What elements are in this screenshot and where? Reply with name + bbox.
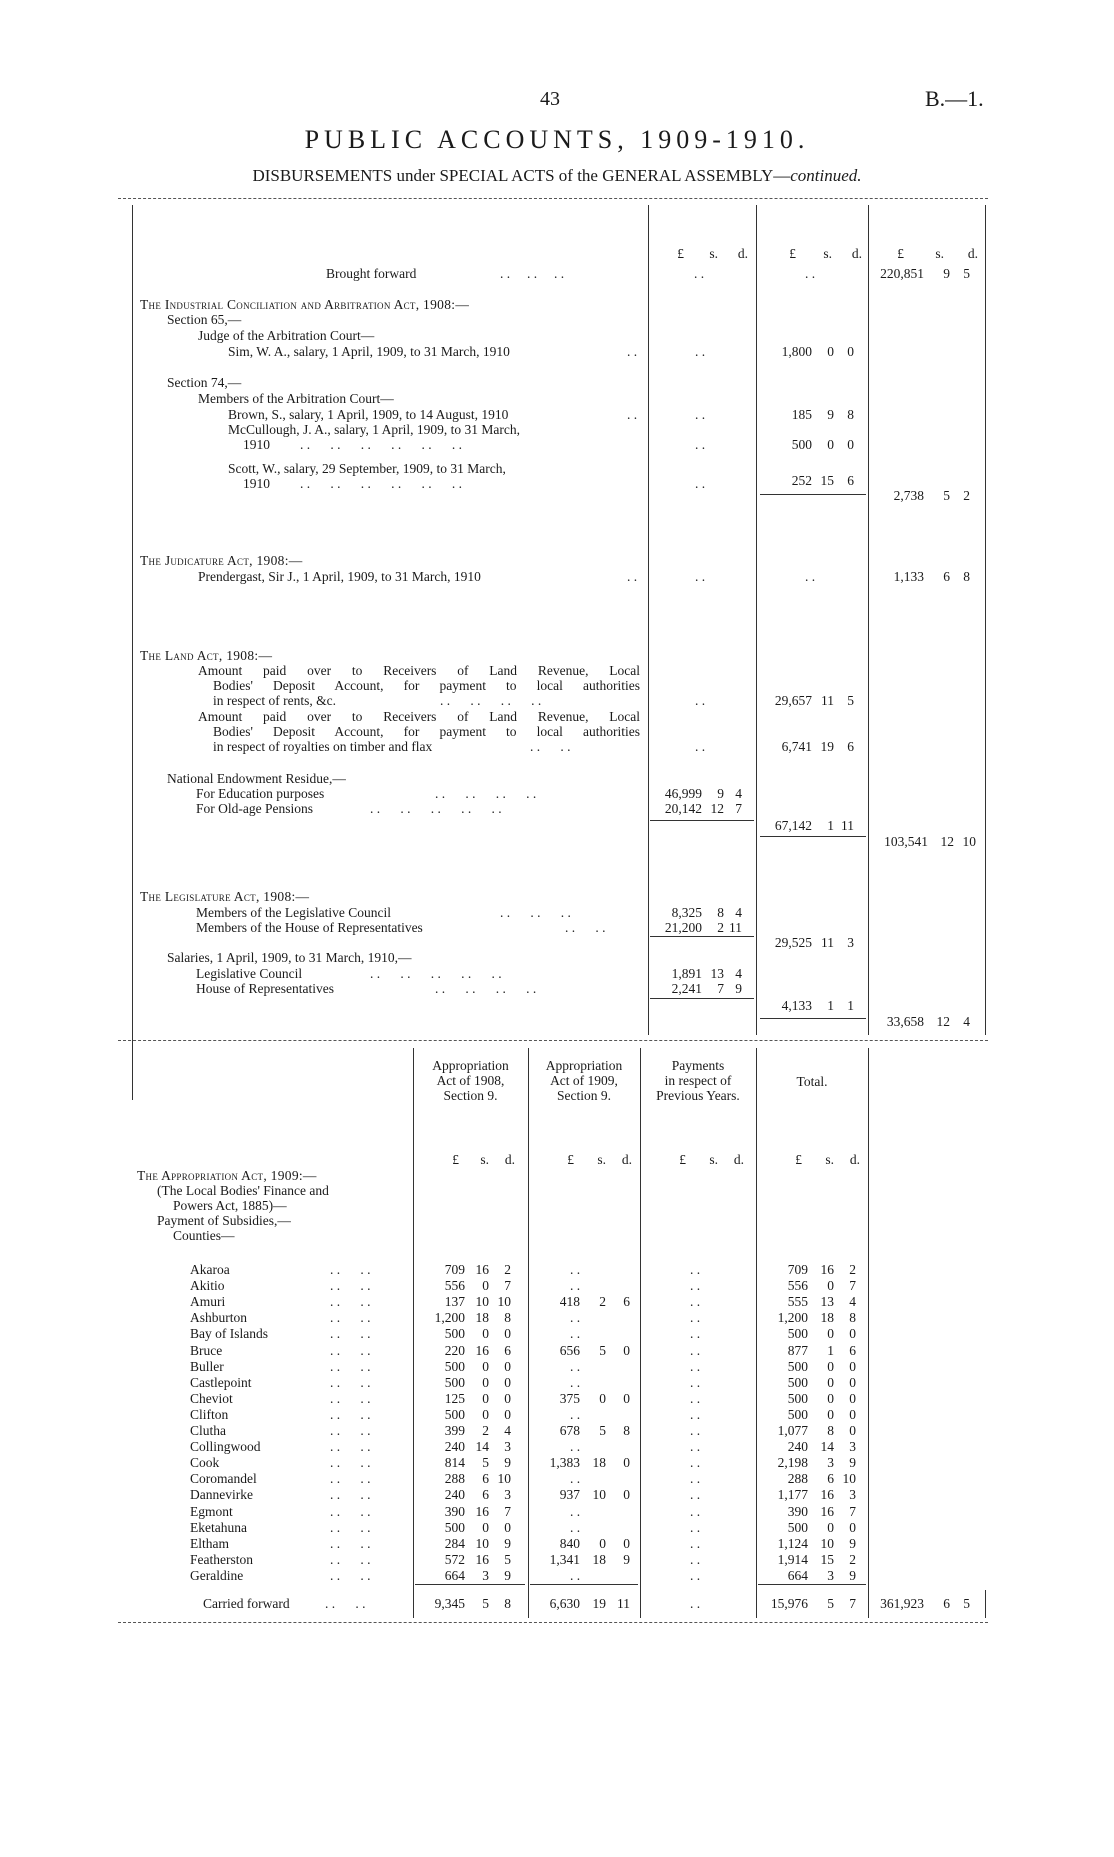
col-head-1909: Appropriation Act of 1909, Section 9. <box>545 1058 623 1103</box>
leader-dots: . . . . <box>330 1406 371 1422</box>
amount-total: 500 0 0 <box>787 1374 856 1390</box>
leader-dots: . . . . <box>325 1596 366 1611</box>
empty-dots: . . <box>690 1503 701 1519</box>
amount-1909: 840 0 0 <box>559 1535 630 1551</box>
amount-1909: 656 5 0 <box>559 1342 630 1358</box>
salaries-total: 4,133 1 1 <box>781 998 854 1013</box>
amount-1909: 1,341 18 9 <box>549 1551 630 1567</box>
leader-dots: . . . . <box>330 1326 371 1342</box>
empty-dots: . . <box>690 1262 701 1277</box>
empty-dots: . . <box>570 1439 581 1455</box>
leader-dots: . . . . <box>330 1310 371 1326</box>
brought-forward-total: 220,851 9 5 <box>880 266 970 281</box>
county-name: Featherston <box>190 1551 253 1567</box>
amount-1909: 418 2 6 <box>559 1294 630 1310</box>
subtotal-rule <box>650 998 754 999</box>
empty-dots: . . <box>690 1406 701 1422</box>
amount-1908: 556 0 7 <box>444 1278 511 1294</box>
empty-dots: . . <box>690 1390 701 1406</box>
salaries-hr-label: House of Representatives <box>196 981 334 996</box>
mccullough-amount: 500 0 0 <box>791 437 854 452</box>
table-row <box>0 1326 1114 1342</box>
amount-1908: 288 6 10 <box>444 1471 511 1487</box>
amount-1908: 137 10 10 <box>444 1294 511 1310</box>
county-name: Clifton <box>190 1406 229 1422</box>
upper-frame-right <box>985 205 986 1035</box>
amount-1908: 500 0 0 <box>444 1358 511 1374</box>
table-row <box>0 1310 1114 1326</box>
empty-dots: . . <box>695 476 706 491</box>
mccullough-entry-2: 1910 <box>243 437 270 452</box>
land-a-amount: 29,657 11 5 <box>774 693 854 708</box>
land-b-line-3: in respect of royalties on timber and flax <box>213 739 433 754</box>
subtitle-continued: continued. <box>790 166 862 185</box>
land-a-line-3: in respect of rents, &c. <box>213 693 336 708</box>
amount-1909: 937 10 0 <box>559 1487 630 1503</box>
amount-total: 500 0 0 <box>787 1390 856 1406</box>
amount-total: 1,077 8 0 <box>777 1423 856 1438</box>
scott-entry-2: 1910 <box>243 476 270 491</box>
upper-col-divider-3 <box>868 205 869 1035</box>
scott-entry-1: Scott, W., salary, 29 September, 1909, to 31 March, <box>228 461 506 476</box>
leader-dots: . . . . <box>330 1374 371 1390</box>
upper-col-divider-2 <box>756 205 757 1035</box>
amount-total: 1,124 10 9 <box>777 1535 856 1551</box>
empty-dots: . . <box>695 739 706 754</box>
table-bottom-rule <box>118 1622 988 1623</box>
subtotal-rule <box>758 1584 866 1585</box>
land-b-line-1: Amount paid over to Receivers of Land Revenue, Local <box>198 709 640 724</box>
leader-dots: . . . . <box>330 1455 371 1471</box>
leader-dots: . . . . . . . . <box>435 786 537 801</box>
leader-dots: . . . . <box>330 1439 371 1455</box>
subtotal-rule <box>760 1018 866 1019</box>
col2-currency-head: £ s. d. <box>567 1152 632 1167</box>
empty-dots: . . <box>570 1471 581 1487</box>
leader-dots: . . . . . . . . . . . . <box>300 476 462 491</box>
salaries-hr-amount: 2,241 7 9 <box>671 981 742 996</box>
table-row <box>0 1294 1114 1310</box>
col2-currency-head: £ s. d. <box>789 246 862 261</box>
table-row <box>0 1552 1114 1568</box>
empty-dots: . . <box>570 1567 581 1583</box>
appropriation-sub-1: (The Local Bodies' Finance and <box>157 1183 329 1198</box>
legislature-act-title: The Legislature Act, 1908:— <box>140 889 310 904</box>
amount-1908: 572 16 5 <box>444 1551 511 1567</box>
subtotal-rule <box>760 836 866 837</box>
leader-dots: . . . . <box>330 1519 371 1535</box>
col-head-1908: Appropriation Act of 1908, Section 9. <box>432 1058 509 1103</box>
appropriation-sub-2: Powers Act, 1885)— <box>173 1198 287 1213</box>
amount-total: 709 16 2 <box>787 1262 856 1277</box>
empty-dots: . . <box>695 437 706 452</box>
col1-currency-head: £ s. d. <box>452 1152 515 1167</box>
county-name: Cheviot <box>190 1390 233 1406</box>
leader-dots: . . . . . . . . . . . . <box>300 437 462 452</box>
leader-dots: . . . . <box>330 1551 371 1567</box>
land-act-title: The Land Act, 1908:— <box>140 648 273 663</box>
leader-dots: . . . . <box>330 1390 371 1406</box>
land-a-line-1: Amount paid over to Receivers of Land Revenue, Local <box>198 663 640 678</box>
counties-heading: Counties— <box>173 1228 235 1243</box>
leader-dots: . . . . <box>330 1535 371 1551</box>
salaries-lc-amount: 1,891 13 4 <box>671 966 742 981</box>
table-row <box>0 1568 1114 1584</box>
table-row <box>0 1375 1114 1391</box>
empty-dots: . . <box>805 266 816 281</box>
amount-total: 664 3 9 <box>787 1567 856 1583</box>
county-name: Geraldine <box>190 1567 244 1583</box>
leader-dots: . . . . <box>330 1487 371 1503</box>
judicature-act-title: The Judicature Act, 1908:— <box>140 553 303 568</box>
table-row <box>0 1471 1114 1487</box>
amount-total: 556 0 7 <box>787 1278 856 1294</box>
hr-members-amount: 21,200 2 11 <box>664 920 742 935</box>
amount-total: 500 0 0 <box>787 1519 856 1535</box>
col3-currency-head: £ s. d. <box>897 246 978 261</box>
amount-1908: 399 2 4 <box>444 1423 511 1438</box>
carried-1909-amount: 6,630 19 11 <box>549 1596 630 1611</box>
amount-total: 1,914 15 2 <box>777 1551 856 1567</box>
leader-dots: . . . . <box>330 1342 371 1358</box>
empty-dots: . . <box>690 1439 701 1455</box>
amount-1908: 814 5 9 <box>444 1455 511 1471</box>
amount-1908: 1,200 18 8 <box>434 1310 511 1326</box>
amount-total: 555 13 4 <box>787 1294 856 1310</box>
amount-1908: 500 0 0 <box>444 1406 511 1422</box>
old-age-label: For Old-age Pensions <box>196 801 313 816</box>
national-endowment-heading: National Endowment Residue,— <box>167 771 346 786</box>
land-b-amount: 6,741 19 6 <box>781 739 854 754</box>
leader-dots: . . . . <box>565 920 606 935</box>
county-name: Bay of Islands <box>190 1326 268 1342</box>
leader-dots: . . . . <box>330 1423 371 1438</box>
empty-dots: . . <box>690 1326 701 1342</box>
subtotal-rule <box>650 936 754 937</box>
col3-currency-head: £ s. d. <box>679 1152 744 1167</box>
grand-carried-amount: 361,923 6 5 <box>880 1596 970 1611</box>
table-row <box>0 1391 1114 1407</box>
empty-dots: . . <box>695 407 706 422</box>
amount-total: 288 6 10 <box>787 1471 856 1487</box>
empty-dots: . . <box>570 1326 581 1342</box>
amount-total: 500 0 0 <box>787 1406 856 1422</box>
empty-dots: . . <box>695 344 706 359</box>
county-name: Castlepoint <box>190 1374 252 1390</box>
county-name: Collingwood <box>190 1439 261 1455</box>
county-name: Bruce <box>190 1342 223 1358</box>
col-head-previous-years: Payments in respect of Previous Years. <box>656 1058 740 1103</box>
county-name: Eltham <box>190 1535 229 1551</box>
empty-dots: . . <box>690 1374 701 1390</box>
land-total: 103,541 12 10 <box>884 834 976 849</box>
old-age-amount: 20,142 12 7 <box>664 801 742 816</box>
empty-dots: . . <box>690 1596 701 1611</box>
subtotal-rule <box>530 1584 638 1585</box>
page-subtitle <box>0 166 1114 186</box>
leader-dots: . . . . <box>330 1503 371 1519</box>
amount-total: 1,177 16 3 <box>777 1487 856 1503</box>
table-row <box>0 1520 1114 1536</box>
section-65: Section 65,— <box>167 312 242 327</box>
table-row <box>0 1536 1114 1552</box>
empty-dots: . . <box>690 1567 701 1583</box>
empty-dots: . . <box>690 1551 701 1567</box>
empty-dots: . . <box>570 1519 581 1535</box>
education-label: For Education purposes <box>196 786 325 801</box>
subtotal-rule <box>650 820 754 821</box>
land-b-line-2: Bodies' Deposit Account, for payment to local authorities <box>213 724 640 739</box>
table-row <box>0 1423 1114 1439</box>
amount-1908: 284 10 9 <box>444 1535 511 1551</box>
judge-heading: Judge of the Arbitration Court— <box>198 328 375 343</box>
subtotal-rule <box>415 1584 525 1585</box>
leader-dots: . . . . . . <box>500 266 565 281</box>
subtitle-main: DISBURSEMENTS under SPECIAL ACTS of the GENERAL ASSEMBLY— <box>252 166 791 185</box>
table-row <box>0 1504 1114 1520</box>
empty-dots: . . <box>690 1294 701 1310</box>
county-name: Egmont <box>190 1503 233 1519</box>
leader-dots: . . . . <box>330 1567 371 1583</box>
leader-dots: . . . . <box>330 1262 371 1277</box>
legislature-total: 33,658 12 4 <box>886 1014 970 1029</box>
lower-frame-right <box>985 1590 986 1618</box>
carried-total-amount: 15,976 5 7 <box>770 1596 856 1611</box>
industrial-act-title: The Industrial Conciliation and Arbitration Act, 1908:— <box>140 297 470 312</box>
county-name: Akitio <box>190 1278 225 1294</box>
empty-dots: . . <box>690 1535 701 1551</box>
leader-dots: . . . . <box>530 739 571 754</box>
national-endowment-total: 67,142 1 11 <box>774 818 854 833</box>
amount-1909: 678 5 8 <box>559 1423 630 1438</box>
page-number: 43 <box>540 88 560 110</box>
col-head-total: Total. <box>796 1074 828 1089</box>
brown-amount: 185 9 8 <box>791 407 854 422</box>
industrial-total: 2,738 5 2 <box>893 488 970 503</box>
county-name: Buller <box>190 1358 224 1374</box>
county-name: Coromandel <box>190 1471 257 1487</box>
empty-dots: . . <box>570 1503 581 1519</box>
empty-dots: . . <box>805 569 816 584</box>
amount-1908: 220 16 6 <box>444 1342 511 1358</box>
empty-dots: . . <box>690 1358 701 1374</box>
amount-1908: 500 0 0 <box>444 1374 511 1390</box>
table-row <box>0 1278 1114 1294</box>
carried-1908-amount: 9,345 5 8 <box>434 1596 511 1611</box>
county-name: Akaroa <box>190 1262 230 1277</box>
county-name: Eketahuna <box>190 1519 247 1535</box>
upper-table-top-rule <box>118 198 988 199</box>
sim-amount: 1,800 0 0 <box>781 344 854 359</box>
section-74: Section 74,— <box>167 375 242 390</box>
empty-dots: . . <box>695 569 706 584</box>
leader-dots: . . . . <box>330 1471 371 1487</box>
amount-total: 1,200 18 8 <box>777 1310 856 1326</box>
empty-dots: . . <box>570 1262 581 1277</box>
empty-dots: . . <box>690 1278 701 1294</box>
county-name: Ashburton <box>190 1310 247 1326</box>
amount-1908: 664 3 9 <box>444 1567 511 1583</box>
members-total: 29,525 11 3 <box>774 935 854 950</box>
leader-dots: . . . . <box>330 1358 371 1374</box>
table-row <box>0 1262 1114 1278</box>
legislative-council-members: Members of the Legislative Council <box>196 905 391 920</box>
subtotal-rule <box>760 494 866 495</box>
leader-dots: . . <box>627 569 638 584</box>
empty-dots: . . <box>570 1358 581 1374</box>
leader-dots: . . . . . . <box>500 905 571 920</box>
amount-1908: 125 0 0 <box>444 1390 511 1406</box>
table-row <box>0 1455 1114 1471</box>
amount-1908: 240 6 3 <box>444 1487 511 1503</box>
empty-dots: . . <box>690 1519 701 1535</box>
salaries-heading: Salaries, 1 April, 1909, to 31 March, 1910,— <box>167 950 412 965</box>
subsidies-heading: Payment of Subsidies,— <box>157 1213 291 1228</box>
amount-1908: 500 0 0 <box>444 1326 511 1342</box>
county-name: Amuri <box>190 1294 226 1310</box>
upper-frame-left <box>132 205 133 1100</box>
leader-dots: . . . . <box>330 1278 371 1294</box>
empty-dots: . . <box>690 1342 701 1358</box>
empty-dots: . . <box>694 266 705 281</box>
amount-1909: 375 0 0 <box>559 1390 630 1406</box>
lc-members-amount: 8,325 8 4 <box>671 905 742 920</box>
amount-1908: 709 16 2 <box>444 1262 511 1277</box>
amount-total: 500 0 0 <box>787 1358 856 1374</box>
judicature-total: 1,133 6 8 <box>893 569 970 584</box>
empty-dots: . . <box>690 1471 701 1487</box>
amount-1909: 1,383 18 0 <box>549 1455 630 1471</box>
leader-dots: . . <box>627 344 638 359</box>
empty-dots: . . <box>690 1310 701 1326</box>
mccullough-entry-1: McCullough, J. A., salary, 1 April, 1909, to 31 March, <box>228 422 520 437</box>
leader-dots: . . . . <box>330 1294 371 1310</box>
table-row <box>0 1487 1114 1503</box>
table-row <box>0 1343 1114 1359</box>
education-amount: 46,999 9 4 <box>664 786 742 801</box>
empty-dots: . . <box>570 1406 581 1422</box>
prendergast-entry: Prendergast, Sir J., 1 April, 1909, to 31 March, 1910 <box>198 569 481 584</box>
table-row <box>0 1359 1114 1375</box>
members-heading: Members of the Arbitration Court— <box>198 391 394 406</box>
amount-total: 2,198 3 9 <box>777 1455 856 1471</box>
appropriation-act-title: The Appropriation Act, 1909:— <box>137 1168 317 1183</box>
brought-forward-label: Brought forward <box>326 266 417 281</box>
empty-dots: . . <box>690 1455 701 1471</box>
document-reference: B.—1. <box>925 86 984 111</box>
empty-dots: . . <box>695 693 706 708</box>
leader-dots: . . . . . . . . <box>440 693 542 708</box>
amount-total: 390 16 7 <box>787 1503 856 1519</box>
col1-currency-head: £ s. d. <box>677 246 748 261</box>
house-members: Members of the House of Representatives <box>196 920 423 935</box>
scott-amount: 252 15 6 <box>791 473 854 488</box>
amount-total: 240 14 3 <box>787 1439 856 1455</box>
sim-entry: Sim, W. A., salary, 1 April, 1909, to 31 March, 1910 <box>228 344 510 359</box>
land-a-line-2: Bodies' Deposit Account, for payment to local authorities <box>213 678 640 693</box>
brown-entry: Brown, S., salary, 1 April, 1909, to 14 August, 1910 <box>228 407 509 422</box>
leader-dots: . . . . . . . . . . <box>370 801 502 816</box>
col4-currency-head: £ s. d. <box>795 1152 860 1167</box>
amount-1908: 500 0 0 <box>444 1519 511 1535</box>
county-name: Clutha <box>190 1423 226 1438</box>
salaries-lc-label: Legislative Council <box>196 966 303 981</box>
leader-dots: . . . . . . . . <box>435 981 537 996</box>
county-name: Cook <box>190 1455 220 1471</box>
leader-dots: . . <box>627 407 638 422</box>
empty-dots: . . <box>570 1278 581 1294</box>
empty-dots: . . <box>690 1487 701 1503</box>
empty-dots: . . <box>570 1374 581 1390</box>
amount-total: 877 1 6 <box>787 1342 856 1358</box>
page-title: PUBLIC ACCOUNTS, 1909-1910. <box>304 125 810 154</box>
amount-1908: 390 16 7 <box>444 1503 511 1519</box>
county-name: Dannevirke <box>190 1487 253 1503</box>
empty-dots: . . <box>690 1423 701 1438</box>
empty-dots: . . <box>570 1310 581 1326</box>
section-divider <box>118 1040 988 1041</box>
table-row <box>0 1439 1114 1455</box>
carried-forward-label: Carried forward <box>203 1596 290 1611</box>
leader-dots: . . . . . . . . . . <box>370 966 502 981</box>
amount-1908: 240 14 3 <box>444 1439 511 1455</box>
amount-total: 500 0 0 <box>787 1326 856 1342</box>
table-row <box>0 1407 1114 1423</box>
